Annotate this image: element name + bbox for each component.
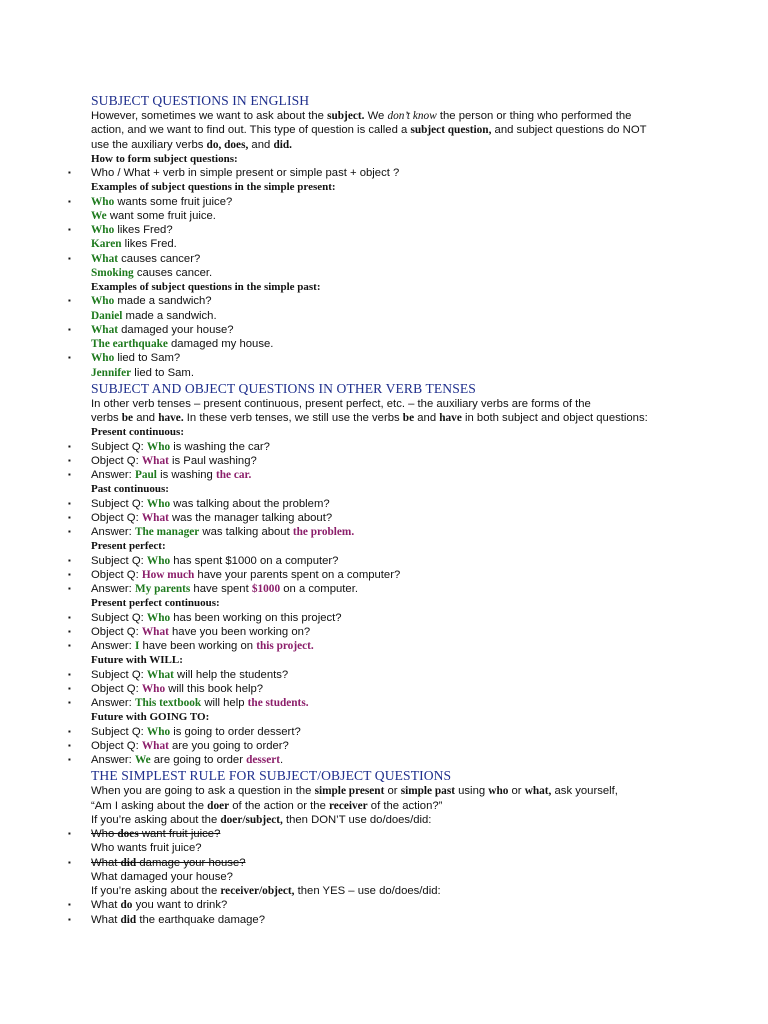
- bullet-item: [0, 739, 768, 753]
- subject-word: Who: [146, 611, 171, 624]
- subject-word: The earthquake: [91, 338, 168, 350]
- text-run: In these verb tenses, we still use the verbs: [183, 412, 403, 424]
- text-run: of the action or the: [229, 799, 329, 812]
- text-run: likes Fred?: [114, 224, 173, 236]
- text-run: did.: [273, 138, 292, 151]
- text-run: Object Q:: [91, 568, 142, 581]
- text-line: [0, 411, 768, 425]
- text-run: doer/subject,: [220, 813, 283, 826]
- text-run: have.: [158, 412, 184, 424]
- text-line: [0, 209, 768, 223]
- text-run: be: [121, 412, 134, 424]
- subject-word: Who: [91, 224, 115, 236]
- bullet-icon: ▪: [68, 612, 71, 622]
- text-run: made a sandwich?: [114, 295, 212, 308]
- text-run: and: [133, 412, 159, 424]
- bullet-icon: ▪: [68, 626, 71, 636]
- bullet-icon: ▪: [68, 168, 71, 177]
- subheading: [0, 596, 768, 610]
- document-body: [0, 92, 768, 927]
- text-run: likes Fred.: [121, 238, 177, 251]
- subject-word: Paul: [134, 469, 157, 481]
- bullet-item: [0, 625, 768, 639]
- text-run: Present continuous:: [91, 426, 184, 439]
- text-line: [0, 366, 768, 380]
- text-run: of the action?”: [367, 799, 443, 812]
- bullet-icon: ▪: [68, 253, 71, 263]
- bullet-icon: ▪: [68, 225, 71, 234]
- text-run: receiver/object,: [220, 885, 295, 897]
- text-run: Answer:: [91, 583, 135, 595]
- text-run: SUBJECT AND OBJECT QUESTIONS IN OTHER VERB TENSES: [91, 380, 476, 396]
- text-run: lied to Sam.: [131, 366, 194, 379]
- text-line: [0, 309, 768, 323]
- text-run: Object Q:: [91, 625, 142, 638]
- bullet-icon: ▪: [68, 324, 71, 334]
- text-line: [0, 799, 768, 813]
- text-run: does: [117, 828, 139, 840]
- text-run: is washing the car?: [170, 440, 270, 453]
- bullet-icon: ▪: [68, 698, 71, 707]
- bullet-icon: ▪: [68, 512, 71, 522]
- object-word: dessert: [246, 754, 280, 766]
- text-run: Subject Q:: [91, 611, 147, 624]
- bullet-icon: ▪: [68, 669, 71, 679]
- object-word: this project.: [256, 640, 314, 652]
- text-run: have: [439, 412, 462, 424]
- text-run: We: [364, 110, 388, 122]
- text-run: using: [454, 785, 489, 798]
- bullet-icon: ▪: [68, 555, 71, 565]
- text-run: and: [248, 138, 274, 151]
- text-run: do, does,: [206, 138, 249, 151]
- text-run: the earthquake damage?: [136, 913, 265, 926]
- subject-word: We: [91, 209, 107, 222]
- bullet-icon: ▪: [68, 829, 71, 838]
- text-run: and: [414, 412, 440, 424]
- text-run: Answer:: [91, 469, 135, 481]
- text-run: Answer:: [91, 754, 135, 766]
- bullet-item: [0, 195, 768, 209]
- text-run: Examples of subject questions in the simple present:: [91, 181, 336, 194]
- bullet-item: [0, 725, 768, 739]
- text-run: subject.: [327, 110, 365, 122]
- text-run: Past continuous:: [91, 483, 169, 496]
- subject-word: Daniel: [91, 309, 123, 322]
- text-line: [0, 784, 768, 798]
- bullet-item: [0, 468, 768, 482]
- text-run: damaged my house.: [167, 338, 274, 350]
- text-run: are going to order: [150, 754, 247, 766]
- text-run: Subject Q:: [91, 725, 147, 738]
- text-run: damage your house?: [136, 856, 246, 869]
- text-run: SUBJECT QUESTIONS IN ENGLISH: [91, 93, 310, 108]
- subject-word: What: [146, 668, 174, 681]
- text-run: Who: [91, 828, 118, 840]
- text-run: have you been working on?: [168, 625, 311, 638]
- subheading: [0, 425, 768, 439]
- text-run: Who wants fruit juice?: [91, 842, 202, 855]
- text-run: what,: [524, 785, 552, 798]
- text-run: What damaged your house?: [91, 870, 233, 883]
- text-run: or: [508, 785, 525, 798]
- bullet-item: [0, 696, 768, 710]
- text-run: have been working on: [139, 640, 257, 652]
- bullet-item: [0, 525, 768, 539]
- bullet-icon: ▪: [68, 584, 71, 593]
- bullet-icon: ▪: [68, 498, 71, 508]
- subject-word: Who: [146, 554, 171, 567]
- text-run: What: [91, 856, 121, 869]
- text-run: Future with WILL:: [91, 654, 183, 667]
- text-run: Answer:: [91, 697, 135, 709]
- subject-word: Smoking: [91, 266, 134, 279]
- text-run: you want to drink?: [132, 899, 228, 912]
- bullet-icon: ▪: [68, 353, 71, 363]
- bullet-item: [0, 323, 768, 337]
- object-word: the car.: [215, 469, 252, 481]
- text-run: did: [120, 913, 137, 926]
- text-run: Subject Q:: [91, 554, 147, 567]
- text-run: have your parents spent on a computer?: [194, 568, 401, 581]
- bullet-icon: ▪: [68, 641, 71, 650]
- subject-word: Who: [146, 440, 171, 453]
- text-run: don’t know: [387, 110, 437, 122]
- text-line: [0, 884, 768, 898]
- bullet-icon: ▪: [68, 296, 71, 306]
- bullet-item: [0, 454, 768, 468]
- text-run: are you going to order?: [168, 739, 289, 752]
- subheading: [0, 539, 768, 553]
- text-line: [0, 813, 768, 827]
- text-run: simple past: [400, 785, 455, 798]
- text-line: [0, 123, 768, 137]
- section-heading: [0, 767, 768, 784]
- bullet-item: [0, 294, 768, 308]
- subheading: [0, 180, 768, 194]
- text-run: Who / What + verb in simple present or simple past + object ?: [91, 167, 400, 179]
- text-run: is washing: [156, 469, 216, 481]
- text-run: Subject Q:: [91, 440, 147, 453]
- text-run: simple present: [314, 785, 385, 798]
- text-run: damaged your house?: [118, 323, 234, 336]
- bullet-item: [0, 668, 768, 682]
- bullet-item: [0, 166, 768, 180]
- text-run: in both subject and object questions:: [461, 412, 648, 424]
- subject-word: This textbook: [134, 697, 202, 709]
- bullet-item: [0, 568, 768, 582]
- bullet-item: [0, 898, 768, 912]
- text-run: Answer:: [91, 640, 135, 652]
- bullet-item: [0, 753, 768, 767]
- bullet-item: [0, 639, 768, 653]
- text-run: the person or thing who performed the: [436, 110, 632, 122]
- text-line: [0, 266, 768, 280]
- text-line: [0, 870, 768, 884]
- subject-word: What: [91, 252, 118, 265]
- text-line: [0, 237, 768, 251]
- text-run: has been working on this project?: [170, 611, 342, 624]
- text-run: have spent: [190, 583, 252, 595]
- text-run: will this book help?: [165, 682, 264, 695]
- text-run: then DON’T use do/does/did:: [282, 813, 432, 826]
- text-run: Future with GOING TO:: [91, 711, 210, 724]
- text-run: lied to Sam?: [114, 352, 181, 365]
- bullet-item: [0, 497, 768, 511]
- bullet-icon: ▪: [68, 900, 71, 910]
- text-run: THE SIMPLEST RULE FOR SUBJECT/OBJECT QUESTIONS: [91, 768, 452, 784]
- text-run: do: [120, 899, 133, 912]
- text-line: [0, 841, 768, 855]
- text-run: Answer:: [91, 526, 135, 538]
- text-run: will help: [201, 697, 248, 709]
- bullet-item: [0, 511, 768, 525]
- object-word: Who: [141, 682, 166, 695]
- subject-word: Who: [91, 352, 115, 365]
- bullet-icon: ▪: [68, 441, 71, 451]
- object-word: What: [141, 511, 169, 524]
- text-run: was the manager talking about?: [168, 511, 333, 524]
- text-run: What: [91, 899, 121, 912]
- bullet-icon: ▪: [68, 755, 71, 764]
- subheading: [0, 482, 768, 496]
- text-run: If you’re asking about the: [91, 813, 221, 826]
- bullet-item: [0, 611, 768, 625]
- bullet-icon: ▪: [68, 569, 71, 579]
- object-word: How much: [141, 568, 195, 581]
- text-run: use the auxiliary verbs: [91, 138, 207, 151]
- object-word: What: [141, 739, 169, 752]
- bullet-icon: ▪: [68, 196, 71, 206]
- bullet-icon: ▪: [68, 740, 71, 750]
- text-run: has spent $1000 on a computer?: [170, 554, 339, 567]
- text-run: ask yourself,: [551, 785, 618, 798]
- text-run: action, and we want to find out. This type of question is called a: [91, 124, 411, 137]
- text-run: doer: [207, 799, 230, 812]
- subheading: [0, 280, 768, 294]
- text-run: who: [488, 785, 509, 798]
- text-run: Object Q:: [91, 739, 142, 752]
- text-run: receiver: [329, 799, 368, 812]
- object-word: the students.: [247, 697, 309, 709]
- text-run: will help the students?: [173, 668, 289, 681]
- text-run: Present perfect:: [91, 540, 166, 553]
- bullet-item: [0, 913, 768, 927]
- text-line: [0, 138, 768, 152]
- subject-word: What: [91, 323, 118, 336]
- bullet-icon: ▪: [68, 857, 71, 867]
- bullet-item: [0, 223, 768, 237]
- subject-word: Who: [91, 295, 115, 308]
- text-run: on a computer.: [280, 583, 358, 595]
- subject-word: My parents: [134, 583, 191, 595]
- text-run: “Am I asking about the: [91, 799, 208, 812]
- subject-word: Who: [146, 725, 171, 738]
- text-run: verbs: [91, 412, 122, 424]
- text-run: However, sometimes we want to ask about the: [91, 110, 328, 122]
- object-word: What: [141, 454, 169, 467]
- text-run: If you’re asking about the: [91, 885, 221, 897]
- text-run: is going to order dessert?: [170, 725, 301, 738]
- text-run: .: [280, 754, 284, 766]
- subheading: [0, 152, 768, 166]
- bullet-icon: ▪: [68, 726, 71, 736]
- text-line: [0, 397, 768, 411]
- object-word: $1000: [251, 583, 281, 595]
- text-run: Object Q:: [91, 511, 142, 524]
- text-run: made a sandwich.: [122, 309, 217, 322]
- text-run: subject question,: [410, 124, 492, 137]
- text-run: Subject Q:: [91, 668, 147, 681]
- text-line: [0, 337, 768, 351]
- text-run: want fruit juice?: [138, 828, 221, 840]
- bullet-item: [0, 351, 768, 365]
- subject-word: Karen: [91, 238, 122, 251]
- bullet-item: [0, 252, 768, 266]
- text-run: causes cancer.: [133, 266, 213, 279]
- bullet-item: [0, 554, 768, 568]
- subject-word: Who: [91, 195, 115, 208]
- subject-word: Jennifer: [91, 366, 132, 379]
- text-run: Subject Q:: [91, 497, 147, 510]
- bullet-icon: ▪: [68, 527, 71, 536]
- text-run: be: [402, 412, 415, 424]
- subject-word: We: [134, 754, 151, 766]
- text-run: and subject questions do NOT: [491, 124, 647, 137]
- text-run: Present perfect continuous:: [91, 597, 220, 610]
- subheading: [0, 710, 768, 724]
- text-run: How to form subject questions:: [91, 152, 238, 165]
- subject-word: The manager: [134, 526, 200, 538]
- bullet-item: [0, 582, 768, 596]
- text-run: want some fruit juice.: [106, 209, 216, 222]
- section-heading: [0, 380, 768, 397]
- text-run: then YES – use do/does/did:: [294, 885, 441, 897]
- object-word: What: [141, 625, 169, 638]
- bullet-icon: ▪: [68, 455, 71, 465]
- text-run: did: [120, 856, 137, 869]
- text-run: When you are going to ask a question in the: [91, 785, 315, 798]
- text-run: or: [384, 785, 401, 798]
- text-run: Examples of subject questions in the simple past:: [91, 281, 321, 293]
- bullet-item: [0, 827, 768, 841]
- bullet-icon: ▪: [68, 470, 71, 479]
- text-run: What: [91, 913, 121, 926]
- bullet-item: [0, 440, 768, 454]
- bullet-icon: ▪: [68, 914, 71, 924]
- bullet-item: [0, 856, 768, 870]
- subject-word: I: [134, 640, 140, 652]
- bullet-icon: ▪: [68, 683, 71, 693]
- section-heading: [0, 92, 768, 109]
- object-word: the problem.: [292, 526, 355, 538]
- text-run: Object Q:: [91, 454, 142, 467]
- text-run: was talking about the problem?: [170, 497, 330, 510]
- text-line: [0, 109, 768, 123]
- subject-word: Who: [146, 497, 171, 510]
- text-run: was talking about: [199, 526, 293, 538]
- text-run: Object Q:: [91, 682, 142, 695]
- text-run: wants some fruit juice?: [114, 195, 233, 208]
- text-run: is Paul washing?: [168, 454, 257, 467]
- bullet-item: [0, 682, 768, 696]
- text-run: In other verb tenses – present continuous, present perfect, etc. – the auxiliary verbs are forms of the: [91, 397, 591, 410]
- subheading: [0, 653, 768, 667]
- text-run: causes cancer?: [118, 252, 201, 265]
